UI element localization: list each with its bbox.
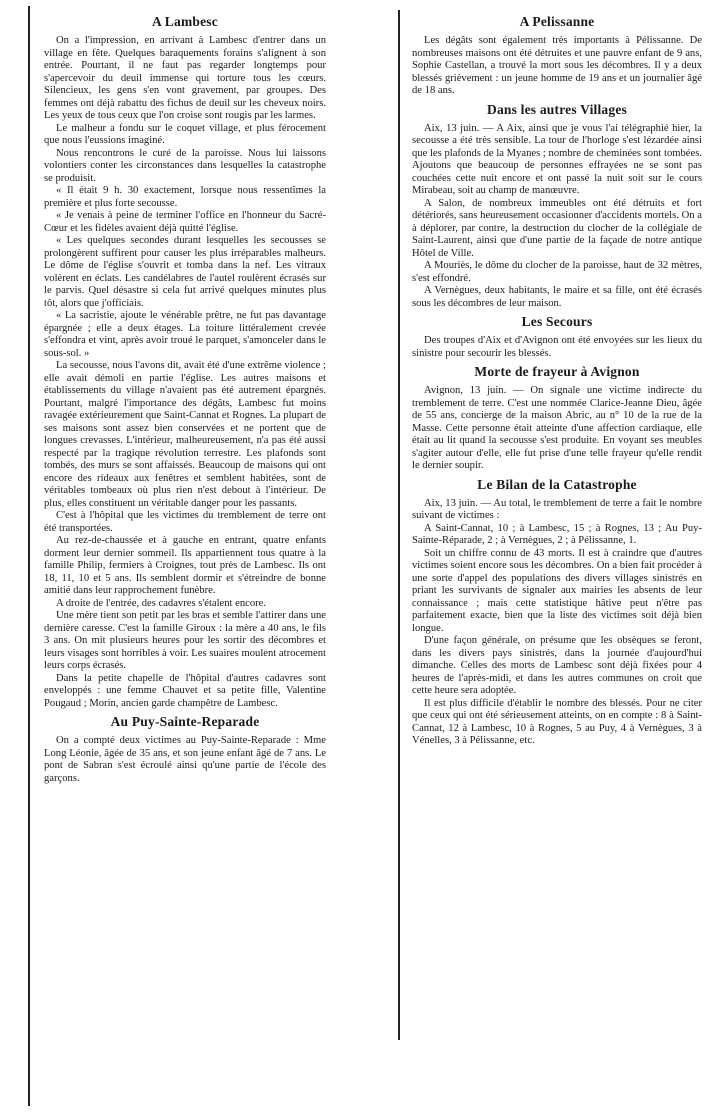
article-paragraph: « Les quelques secondes durant lesquelles les secousses se prolongèrent suffirent pour causer les plus irréparables malheurs. Le dôme de l'église s'ouvrit et tomba dans la nef. Les vitraux volèrent en éclats. Les candélabres de l'autel roulèrent écrasés sur le parvis. Quel désastre si cela fut arrivé quelques minutes plus tôt, alors que j'officiais. bbox=[44, 235, 326, 309]
article-paragraph: « Je venais à peine de terminer l'office en l'honneur du Sacré-Cœur et les fidèles avaient déjà quitté l'église. bbox=[44, 210, 326, 234]
article-heading: Morte de frayeur à Avignon bbox=[474, 364, 640, 379]
article-paragraph: Soit un chiffre connu de 43 morts. Il est à craindre que d'autres victimes soient encore sous les décombres. On a bien fait procéder à une sorte d'appel des populations des divers villages sinistrés en priant les survivants de signaler aux mairies les absents de leur connaissance ; mais cette statistique hâtive peut n'être pas parfaitement exacte, bien que la liste des victimes soit déjà bien longue. bbox=[412, 547, 702, 634]
article-a-pelissanne bbox=[412, 14, 702, 98]
article-paragraph: Nous rencontrons le curé de la paroisse. Nous lui laissons volontiers conter les circonstances dans lesquelles la catastrophe se produisit. bbox=[44, 147, 326, 184]
article-paragraph: « La sacristie, ajoute le vénérable prêtre, ne fut pas davantage épargnée ; elle a deux étages. La toiture littéralement crevée s'effondra et vint, après avoir troué le parquet, s'amonceler dans le sous-sol. » bbox=[44, 310, 326, 359]
article-heading: Au Puy-Sainte-Reparade bbox=[110, 714, 260, 729]
article-paragraph: A Saint-Cannat, 10 ; à Lambesc, 15 ; à Rognes, 13 ; Au Puy-Sainte-Réparade, 2 ; à Vernègues, 2 ; à Pélissanne, 1. bbox=[412, 522, 702, 546]
article-paragraph: On a compté deux victimes au Puy-Sainte-Reparade : Mme Long Léonie, âgée de 35 ans, et son jeune enfant âgé de 7 ans. Le pont de Sabran s'est écroulé ainsi qu'une partie de l'école des garçons. bbox=[44, 735, 326, 784]
article-paragraph: C'est à l'hôpital que les victimes du tremblement de terre ont été transportées. bbox=[44, 510, 326, 534]
article-le-bilan-de-la-catastrophe bbox=[412, 477, 702, 748]
article-heading: A Lambesc bbox=[152, 14, 218, 29]
article-heading: A Pelissanne bbox=[519, 14, 595, 29]
right-column bbox=[412, 10, 702, 748]
article-paragraph: « Il était 9 h. 30 exactement, lorsque nous ressentîmes la première et plus forte secousse. bbox=[44, 185, 326, 209]
article-heading: Dans les autres Villages bbox=[487, 101, 627, 117]
article-paragraph: On a l'impression, en arrivant à Lambesc d'entrer dans un village en fête. Quelques baraquements forains s'alignent à son entrée. Pourtant, il ne faut pas regarder longtemps pour s'apercevoir du deuil immense qui torture tous les cœurs. Silencieux, les gens s'en vont gravement, par groupes. Des femmes ont déjà rabattu des fichus de deuil sur les cheveux noirs. Les yeux de tous ceux que l'on croise sont rougis par les larmes. bbox=[44, 35, 326, 121]
article-paragraph: Une mère tient son petit par les bras et semble l'attirer dans une dernière caresse. C'est la famille Giroux : la mère a 40 ans, le fils 3 ans. On mit plusieurs heures pour les sortir des décombres et leurs visages sont horribles à voir. Les suaires moulent atrocement leurs corps écrasés. bbox=[44, 610, 326, 671]
article-paragraph: Dans la petite chapelle de l'hôpital d'autres cadavres sont enveloppés : une femme Chauvet et sa petite fille, Valentine Pougaud ; Morin, ancien garde champêtre de Lambesc. bbox=[44, 672, 326, 709]
article-heading: Les Secours bbox=[521, 314, 593, 329]
article-paragraph: La secousse, nous l'avons dit, avait été d'une extrême violence ; elle avait démoli en partie l'église. Les autres maisons et établissements du village n'avaient pas été autrement épargnés. Pourtant, malgré l'importance des dégâts, Lambesc fut moins ravagée extérieurement que Saint-Cannat et Rognes. La plupart de ses maisons sont assez bien conservées et ne portent que de longues crevasses. L'intérieur, malheureusement, n'a pas été aussi respecté par la tragique révolution terrestre. Les plafonds sont tombés, des murs se sont affaissés. Beaucoup de maisons qui ont encore des rideaux aux fenêtres et semblent habitées, sont de véritables tombeaux où plus rien n'est debout à l'intérieur. De plus, elles constituent un véritable danger pour les passants. bbox=[44, 360, 326, 509]
article-paragraph: Il est plus difficile d'établir le nombre des blessés. Pour ne citer que ceux qui ont été sérieusement atteints, on en compte : 8 à Saint-Cannat, 12 à Lambesc, 10 à Rognes, 5 au Puy, 4 à Vernègues, 3 à Vénelles, 3 à Pélissanne, etc. bbox=[412, 697, 702, 746]
article-dans-les-autres-villages bbox=[412, 102, 702, 311]
left-column bbox=[44, 10, 326, 785]
article-paragraph: A Mouriès, le dôme du clocher de la paroisse, haut de 32 mètres, s'est effondré. bbox=[412, 260, 702, 284]
left-column-rule bbox=[28, 6, 30, 1106]
article-paragraph: A Salon, de nombreux immeubles ont été détruits et fort détériorés, sans heureusement occasionner d'accidents mortels. On a à déplorer, par contre, la destruction du clocher de la collégiale de Saint-Laurent, ainsi que d'une partie de la façade de notre antique Hôtel de Ville. bbox=[412, 197, 702, 259]
article-heading: Le Bilan de la Catastrophe bbox=[477, 476, 637, 492]
article-paragraph: Les dégâts sont également très importants à Pélissanne. De nombreuses maisons ont été détruites et une pauvre enfant de 9 ans, Sophie Castellan, a trouvé la mort sous les décombres. Il y a deux blessés grièvement : un jeune homme de 19 ans et un journalier âgé de 18 ans. bbox=[412, 35, 702, 96]
article-les-secours bbox=[412, 314, 702, 360]
article-paragraph: Au rez-de-chaussée et à gauche en entrant, quatre enfants dorment leur dernier sommeil. Ils appartiennent tous quatre à la famille Philip, fermiers à Croignes, tout près de Lambesc. Ils ont 18, 11, 10 et 5 ans. Ils semblent dormir et s'étreindre de bonne amitié dans leur rapprochement funèbre. bbox=[44, 535, 326, 596]
article-paragraph: Le malheur a fondu sur le coquet village, et plus férocement que nous l'eussions imaginé. bbox=[44, 122, 326, 146]
article-paragraph: Aix, 13 juin. — A Aix, ainsi que je vous l'ai télégraphié hier, la secousse a été très sensible. La tour de l'horloge s'est lézardée ainsi que les plafonds de la Myanes ; nombre de cheminées sont tombées. Ajoutons que beaucoup de personnes effrayées ne se sont pas couchées cette nuit encore et ont passé la nuit soit sur le cours Mirabeau, soit au champ de manœuvre. bbox=[412, 122, 702, 196]
article-au-puy-sainte-reparade bbox=[44, 714, 326, 785]
column-divider-rule bbox=[398, 10, 400, 1040]
article-a-lambesc bbox=[44, 14, 326, 710]
article-paragraph: A Vernègues, deux habitants, le maire et sa fille, ont été écrasés sous les décombres de leur maison. bbox=[412, 285, 702, 309]
article-paragraph: Des troupes d'Aix et d'Avignon ont été envoyées sur les lieux du sinistre pour secourir les blessés. bbox=[412, 335, 702, 359]
article-paragraph: Avignon, 13 juin. — On signale une victime indirecte du tremblement de terre. C'est une nommée Clarice-Jeanne Dieu, âgée de 55 ans, concierge de la maison Abric, au n° 10 de la rue de la Masse. Cette personne était atteinte d'une affection cardiaque, elle était au lit quand la secousse s'est produite. En voyant ses meubles s'agiter autour d'elle, elle fut prise d'une telle frayeur qu'elle rendit le dernier soupir. bbox=[412, 385, 702, 471]
article-paragraph: A droite de l'entrée, des cadavres s'étalent encore. bbox=[56, 597, 267, 609]
article-morte-de-frayeur-a-avignon bbox=[412, 364, 702, 473]
article-paragraph: Aix, 13 juin. — Au total, le tremblement de terre a fait le nombre suivant de victimes : bbox=[412, 497, 702, 521]
article-paragraph: D'une façon générale, on présume que les obsèques se feront, dans les divers pays sinistrés, dans la journée d'aujourd'hui dimanche. Celles des morts de Lambesc sont déjà fixées pour 4 heures de l'après-midi, et dans les autres communes on croit que cette heure sera adoptée. bbox=[412, 635, 702, 696]
